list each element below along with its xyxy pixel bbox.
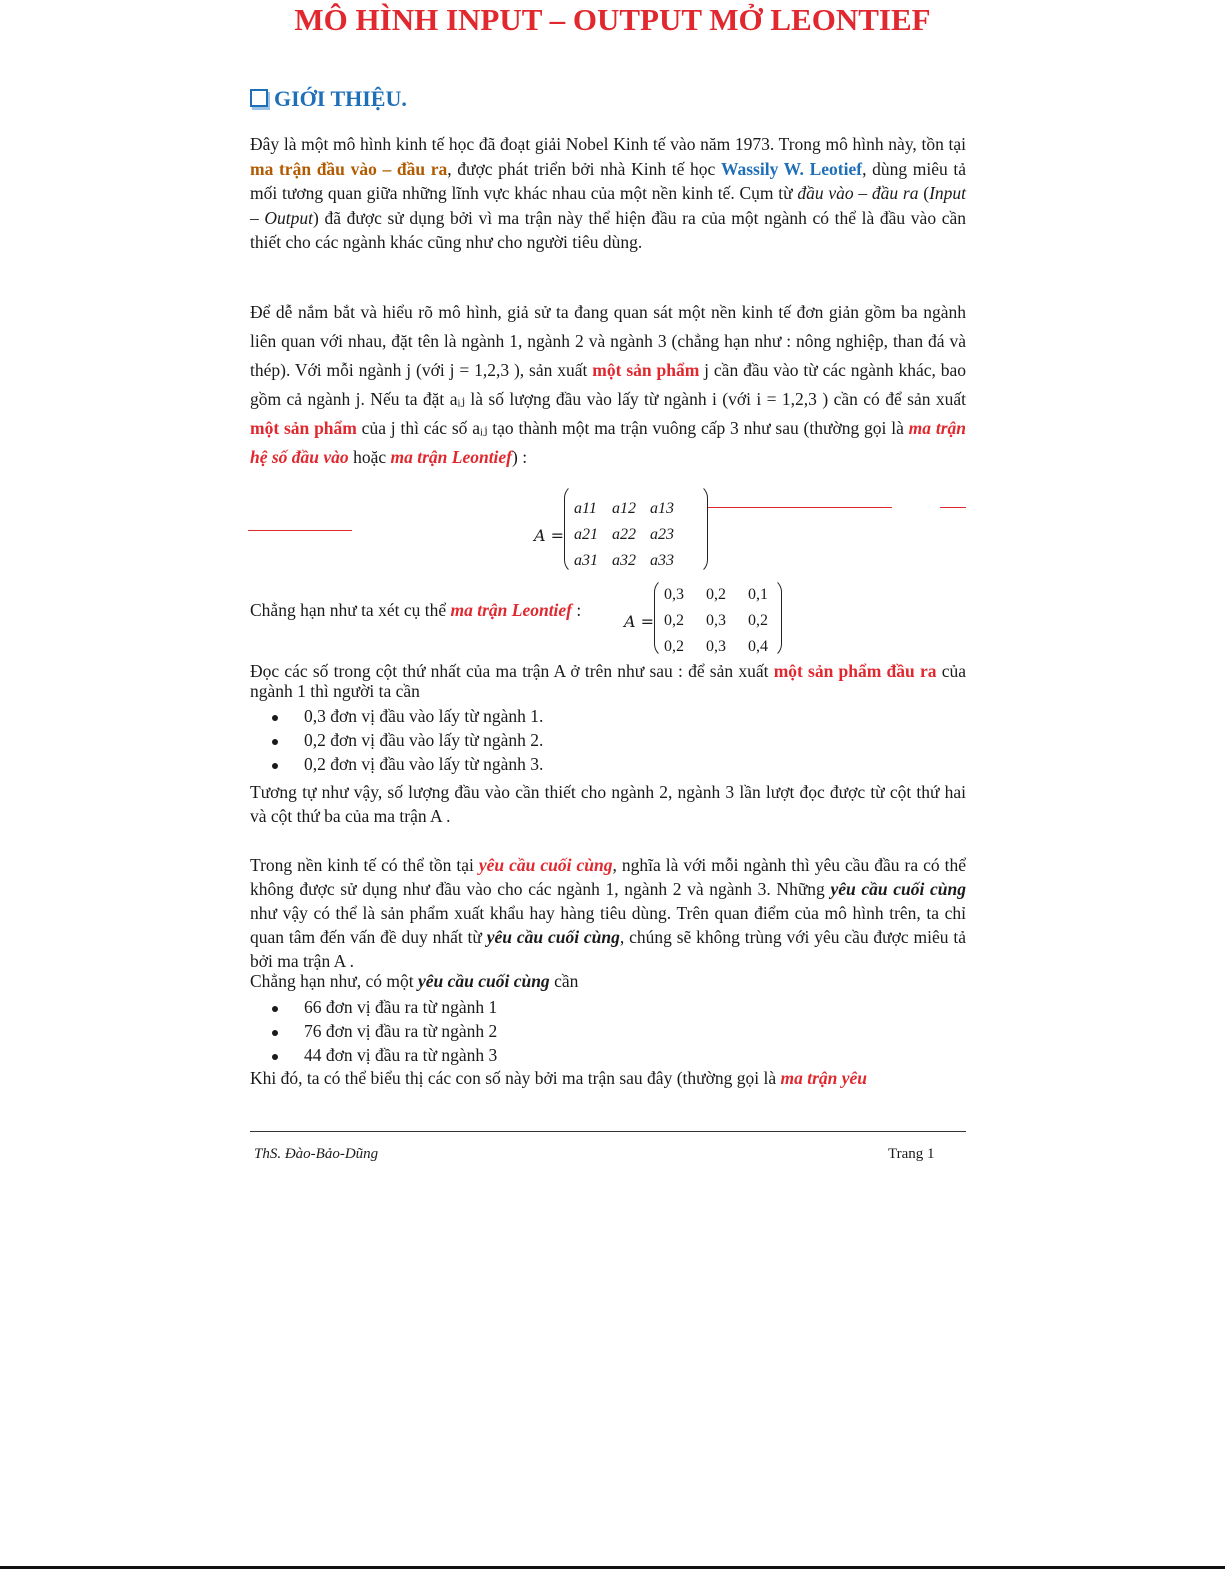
matrix-cell: 0,3 <box>664 586 684 603</box>
term-leontief-matrix: ma trận Leontief <box>390 447 513 467</box>
matrix-cell: a12 <box>612 500 636 517</box>
matrix-cell: 0,3 <box>706 612 726 629</box>
matrix-cell: 0,1 <box>748 586 768 603</box>
matrix-cell: a13 <box>650 500 674 517</box>
matrix-cell: a11 <box>574 500 597 517</box>
matrix-cell: a33 <box>650 552 674 569</box>
term-input-output-matrix: ma trận đầu vào – đầu ra <box>250 158 448 179</box>
page-bottom-border <box>0 1566 1225 1569</box>
matrix-label: A = <box>534 526 565 545</box>
matrix-cell: a23 <box>650 526 674 543</box>
intro-paragraph: Đây là một mô hình kinh tế học đã đoạt giải Nobel Kinh tế vào năm 1973. Trong mô hình này, tồn tại ma trận đầu vào – đầu ra, được phát triển bởi nhà Kinh tế học Wassily W. Leotief, dùng miêu tả mối tương quan giữa những lĩnh vực khác nhau của một nền kinh tế. Cụm từ đầu vào – đầu ra (Input – Output) đã được sử dụng bởi vì ma trận này thể hiện đầu ra của một ngành có thể là đầu vào cần thiết cho các ngành khác cũng như cho người tiêu dùng. <box>250 134 967 252</box>
example-matrix <box>624 578 784 658</box>
list-item: 66 đơn vị đầu ra từ ngành 1 <box>272 997 497 1021</box>
list-item: 76 đơn vị đầu ra từ ngành 2 <box>272 1021 497 1045</box>
document-title: MÔ HÌNH INPUT – OUTPUT MỞ LEONTIEF <box>294 2 931 37</box>
matrix-cell: 0,3 <box>706 638 726 655</box>
decorative-rule <box>708 507 892 508</box>
general-matrix <box>534 484 694 576</box>
section-heading-text: GIỚI THIỆU. <box>274 86 407 111</box>
input-units-list <box>272 706 543 778</box>
output-units-list <box>272 997 497 1069</box>
final-demand-paragraph: Trong nền kinh tế có thể tồn tại yêu cầu cuối cùng, nghĩa là với mỗi ngành thì yêu cầu đầu ra có thể không được sử dụng như đầu vào cho các ngành 1, ngành 2 và ngành 3. Những yêu cầu cuối cùng như vậy có thể là sản phẩm xuất khẩu hay hàng tiêu dùng. Trên quan điểm của mô hình trên, ta chỉ quan tâm đến vấn đề duy nhất từ yêu cầu cuối cùng, chúng sẽ không trùng với yêu cầu được miêu tả bởi ma trận A . <box>250 855 966 971</box>
matrix-cell: 0,2 <box>664 638 684 655</box>
decorative-rule <box>940 507 966 508</box>
list-item: 0,2 đơn vị đầu vào lấy từ ngành 2. <box>272 730 543 754</box>
column-reading-paragraph: Đọc các số trong cột thứ nhất của ma trận A ở trên như sau : để sản xuất một sản phẩm đầu ra của ngành 1 thì người ta cần <box>250 661 966 701</box>
term-final-demand: yêu cầu cuối cùng <box>478 855 613 875</box>
footer-page-number: Trang 1 <box>888 1146 935 1162</box>
author-name-leontief: Wassily W. Leotief <box>720 158 863 179</box>
matrix-cell: 0,2 <box>664 612 684 629</box>
matrix-label: A = <box>624 612 655 631</box>
matrix-cell: 0,4 <box>748 638 768 655</box>
similar-columns-paragraph: Tương tự như vậy, số lượng đầu vào cần thiết cho ngành 2, ngành 3 lần lượt đọc được từ cột thứ hai và cột thứ ba của ma trận A . <box>250 782 966 826</box>
matrix-cell: 0,2 <box>706 586 726 603</box>
matrix-cell: a32 <box>612 552 636 569</box>
term-input-coefficient-matrix: ma trận hệ số đầu vào <box>250 418 966 467</box>
final-demand-example: Chẳng hạn như, có một yêu cầu cuối cùng cần <box>250 971 579 991</box>
checkbox-bullet-icon <box>250 89 268 107</box>
matrix-cell: 0,2 <box>748 612 768 629</box>
list-item: 44 đơn vị đầu ra từ ngành 3 <box>272 1045 497 1069</box>
matrix-cell: a31 <box>574 552 598 569</box>
example-line: Chẳng hạn như ta xét cụ thể ma trận Leontief : <box>250 600 582 620</box>
matrix-cell: a22 <box>612 526 636 543</box>
section-heading <box>250 86 407 112</box>
list-item: 0,2 đơn vị đầu vào lấy từ ngành 3. <box>272 754 543 778</box>
model-paragraph: Để dễ nắm bắt và hiểu rõ mô hình, giả sử ta đang quan sát một nền kinh tế đơn giản gồm ba ngành liên quan với nhau, đặt tên là ngành 1, ngành 2 và ngành 3 (chẳng hạn như : nông nghiệp, than đá và thép). Với mỗi ngành j (với j = 1,2,3 ), sản xuất một sản phẩm j cần đầu vào từ các ngành khác, bao gồm cả ngành j. Nếu ta đặt aᵢⱼ là số lượng đầu vào lấy từ ngành i (với i = 1,2,3 ) cần có để sản xuất một sản phẩm của j thì các số aᵢⱼ tạo thành một ma trận vuông cấp 3 như sau (thường gọi là ma trận hệ số đầu vào hoặc ma trận Leontief) : <box>250 302 966 467</box>
demand-matrix-intro: Khi đó, ta có thể biểu thị các con số này bởi ma trận sau đây (thường gọi là ma trận yêu <box>250 1068 868 1088</box>
matrix-cell: a21 <box>574 526 598 543</box>
list-item: 0,3 đơn vị đầu vào lấy từ ngành 1. <box>272 706 543 730</box>
decorative-rule <box>248 530 352 531</box>
footer-divider <box>250 1131 966 1132</box>
footer-author: ThS. Đào-Bảo-Dũng <box>254 1146 379 1162</box>
